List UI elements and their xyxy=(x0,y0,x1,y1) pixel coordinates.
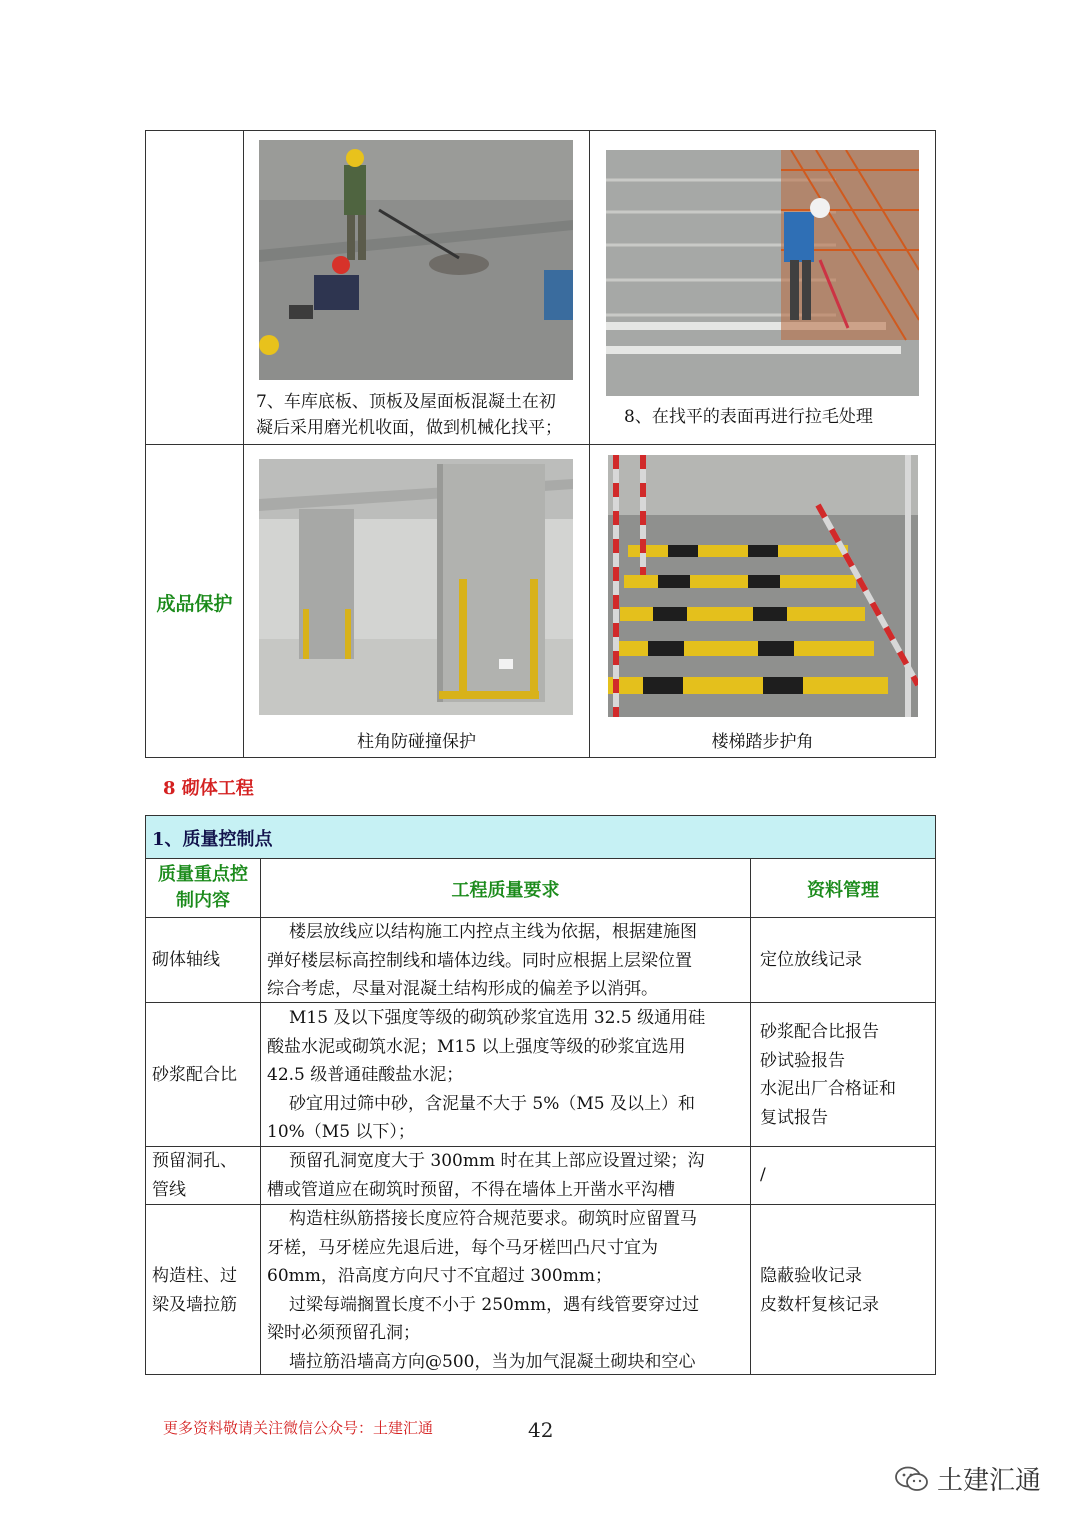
row-structural-column-requirement: 构造柱纵筋搭接长度应符合规范要求。砌筑时应留置马 牙槎，马牙槎应先退后进，每个马牙槎凹凸尺寸宜为 60mm，沿高度方向尺寸不宜超过 300mm； 过梁每端搁置长度不小于 250mm，遇有线管要穿过过 梁时必须预留孔洞； 墙拉筋沿墙高方向@500，当为加气混凝土砌块和空心 xyxy=(267,1209,700,1372)
column-header-documents: 资料管理 xyxy=(807,880,879,901)
caption-power-troweling: 7、车库底板、顶板及屋面板混凝土在初 凝后采用磨光机收面，做到机械化找平； xyxy=(256,392,562,438)
brand-name: 土建汇通 xyxy=(937,1466,1042,1496)
column-header-requirement: 工程质量要求 xyxy=(451,880,560,901)
row-mortar-mix-docs: 砂浆配合比报告 砂试验报告 水泥出厂合格证和 复试报告 xyxy=(760,1022,896,1128)
page-number: 42 xyxy=(528,1418,554,1442)
photo-surface-roughening xyxy=(606,150,919,396)
caption-column-protection: 柱角防碰撞保护 xyxy=(357,732,476,752)
photo-column-protection xyxy=(259,459,573,715)
row-structural-column-item: 构造柱、过 梁及墙拉筋 xyxy=(152,1266,237,1315)
row-mortar-mix-requirement: M15 及以下强度等级的砌筑砂浆宜选用 32.5 级通用硅 酸盐水泥或砌筑水泥；M15 以上强度等级的砂浆宜选用 42.5 级普通硅酸盐水泥； 砂宜用过筛中砂，含泥量不大于 5%（M5 及以上）和 10%（M5 以下）； xyxy=(267,1008,706,1142)
table-title: 1、质量控制点 xyxy=(152,829,273,850)
row-reserved-holes-requirement: 预留孔洞宽度大于 300mm 时在其上部应设置过梁；沟 槽或管道应在砌筑时预留，不得在墙体上开凿水平沟槽 xyxy=(267,1151,705,1200)
footer-note: 更多资料敬请关注微信公众号：土建汇通 xyxy=(163,1419,434,1437)
row-structural-column-docs: 隐蔽验收记录 皮数杆复核记录 xyxy=(760,1266,879,1315)
wechat-icon xyxy=(895,1466,929,1492)
category-label: 成品保护 xyxy=(156,593,233,615)
row-reserved-holes-item: 预留洞孔、 管线 xyxy=(152,1151,237,1200)
caption-stair-protection: 楼梯踏步护角 xyxy=(711,732,814,752)
quality-control-table xyxy=(145,815,936,1375)
caption-surface-roughening: 8、在找平的表面再进行拉毛处理 xyxy=(624,407,873,427)
row-masonry-axis-item: 砌体轴线 xyxy=(152,950,220,970)
column-header-content: 质量重点控 制内容 xyxy=(158,864,248,911)
row-masonry-axis-requirement: 楼层放线应以结构施工内控点主线为依据，根据建施图 弹好楼层标高控制线和墙体边线。同时应根据上层梁位置 综合考虑，尽量对混凝土结构形成的偏差予以消弭。 xyxy=(267,922,697,999)
row-mortar-mix-item: 砂浆配合比 xyxy=(152,1065,237,1085)
row-reserved-holes-docs: / xyxy=(760,1165,766,1185)
row-masonry-axis-docs: 定位放线记录 xyxy=(760,950,862,970)
photo-power-troweling xyxy=(259,140,573,380)
photo-stair-protection xyxy=(608,455,918,717)
photo-table xyxy=(145,130,936,758)
section-heading: 8 砌体工程 xyxy=(163,778,254,799)
